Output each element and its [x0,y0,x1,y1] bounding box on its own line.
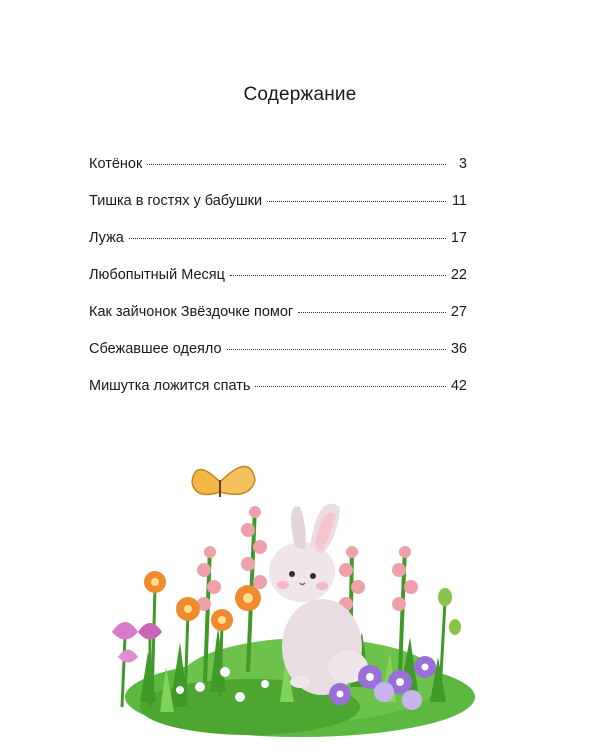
toc-entry [89,267,467,304]
table-of-contents [89,156,493,415]
toc-entry-page: 42 [450,378,467,394]
toc-entry-title: Сбежавшее одеяло [89,341,222,357]
toc-entry-page: 11 [451,193,467,209]
toc-entry-title: Как зайчонок Звёздочке помог [89,304,294,320]
toc-leader [255,386,445,387]
toc-leader [147,164,446,165]
toc-leader [298,312,446,313]
toc-entry-title: Мишутка ложится спать [89,378,251,394]
toc-entry-page: 3 [458,156,467,172]
butterfly [192,466,255,497]
toc-entry-title: Любопытный Месяц [89,267,225,283]
toc-entry-page: 36 [450,341,467,357]
toc-entry-page: 22 [450,267,467,283]
toc-leader [267,201,446,202]
toc-leader [129,238,446,239]
toc-entry-title: Лужа [89,230,124,246]
toc-entry [89,378,467,415]
toc-entry [89,156,467,193]
toc-entry [89,304,467,341]
toc-entry [89,230,467,267]
toc-entry [89,341,467,378]
toc-entry-title: Котёнок [89,156,143,172]
page-title: Содержание [243,84,357,105]
bunny-meadow-illustration [100,452,480,742]
toc-entry [89,193,467,230]
toc-leader [230,275,446,276]
toc-entry-page: 17 [450,230,467,246]
toc-entry-page: 27 [450,304,467,320]
toc-leader [227,349,446,350]
toc-entry-title: Тишка в гостях у бабушки [89,193,263,209]
